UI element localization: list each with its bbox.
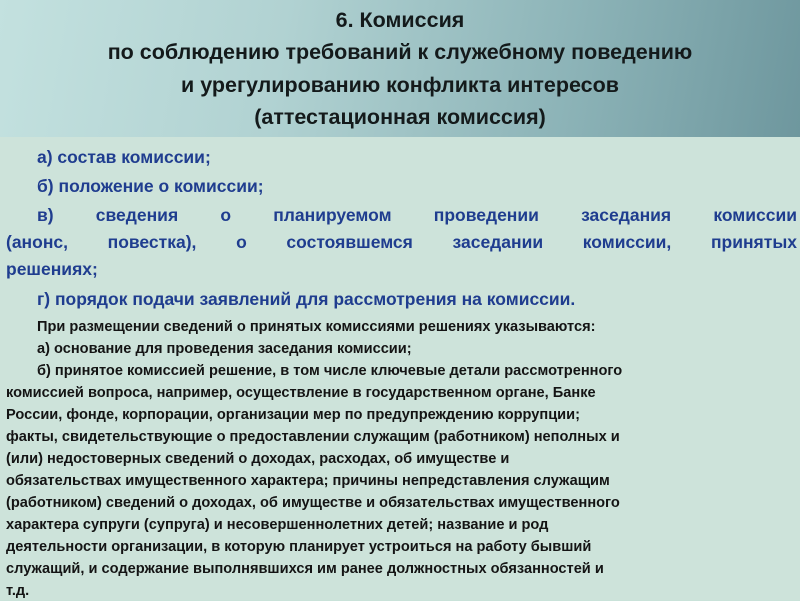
title-banner: [0, 0, 800, 137]
slide-title-line-4: (аттестационная комиссия): [254, 105, 546, 129]
notes-item-b-line: комиссией вопроса, например, осуществление в государственном органе, Банке: [6, 385, 596, 401]
list-item-c-line-1: в) сведения о планируемом проведении заседания комиссии: [37, 205, 797, 225]
notes-item-b-line: обязательствах имущественного характера; причины непредставления служащим: [6, 473, 610, 489]
notes-item-a: а) основание для проведения заседания комиссии;: [37, 341, 412, 357]
list-item-a: а) состав комиссии;: [37, 147, 211, 167]
list-item-b: б) положение о комиссии;: [37, 176, 264, 196]
notes-item-b-line: (или) недостоверных сведений о доходах, расходах, об имуществе и: [6, 451, 510, 467]
notes-intro: При размещении сведений о принятых комиссиями решениях указываются:: [37, 319, 596, 335]
notes-item-b-line: деятельности организации, в которую планирует устроиться на работу бывший: [6, 539, 592, 555]
notes-item-b-line: б) принятое комиссией решение, в том числе ключевые детали рассмотренного: [37, 363, 623, 379]
notes-item-b-line: (работником) сведений о доходах, об имуществе и обязательствах имущественного: [6, 495, 620, 511]
slide-body: [0, 137, 800, 600]
list-item-c-line-2: (анонс, повестка), о состоявшемся заседании комиссии, принятых: [6, 232, 797, 252]
list-item-g: г) порядок подачи заявлений для рассмотрения на комиссии.: [37, 289, 576, 309]
notes-item-b-line: т.д.: [6, 583, 30, 599]
notes-item-b-line: характера супруги (супруга) и несовершеннолетних детей; название и род: [6, 517, 549, 533]
notes-item-b-line: России, фонде, корпорации, организации мер по предупреждению коррупции;: [6, 407, 580, 423]
slide-title-line-3: и урегулированию конфликта интересов: [181, 73, 619, 97]
slide-title-line-2: по соблюдению требований к служебному поведению: [107, 40, 693, 64]
list-item-c-line-3: решениях;: [6, 259, 98, 279]
notes-item-b-line: служащий, и содержание выполнявшихся им ранее должностных обязанностей и: [6, 561, 604, 577]
slide-title-line-1: 6. Комиссия: [335, 8, 465, 32]
notes-item-b-line: факты, свидетельствующие о предоставлении служащим (работником) неполных и: [6, 429, 620, 445]
